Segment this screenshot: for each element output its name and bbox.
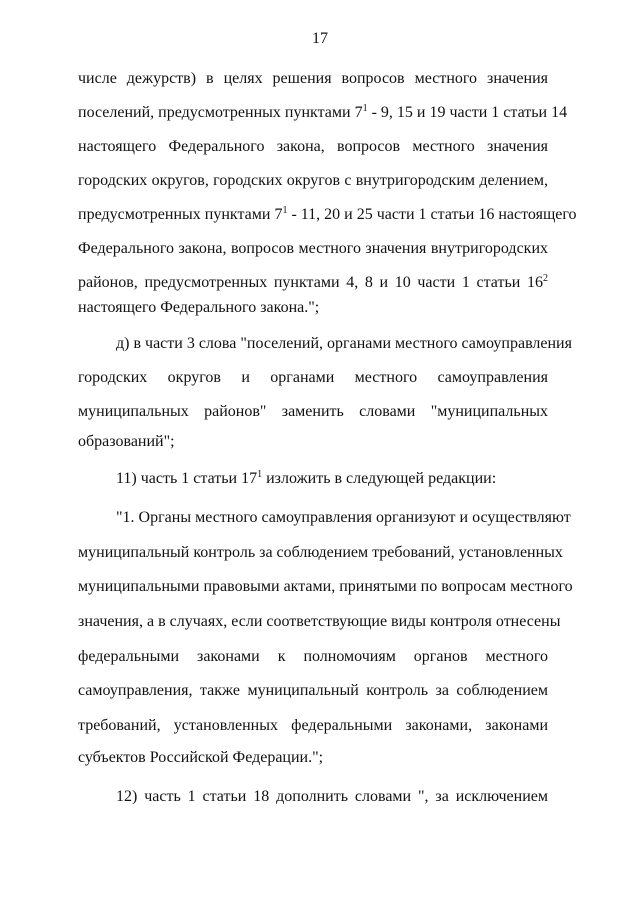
- text-line: образований";: [78, 433, 175, 450]
- text-line: поселений, предусмотренных пунктами $7^1 - 9$, 15 и 19 части 1 статьи 14: [78, 103, 568, 121]
- text-line: районов, предусмотренных пунктами 4, 8 и 10 части 1 статьи $16^2$: [78, 273, 548, 291]
- text-line: городских округов и органами местного самоуправления: [78, 369, 548, 386]
- text-line: настоящего Федерального закона.";: [78, 299, 320, 316]
- text-line: муниципальный контроль за соблюдением требований, установленных: [78, 544, 563, 561]
- text-line: муниципальных районов" заменить словами "муниципальных: [78, 403, 548, 420]
- text-line: предусмотренных пунктами $7^1 - 11$, 20 и 25 части 1 статьи 16 настоящего: [78, 205, 577, 223]
- text-line: самоуправления, также муниципальный контроль за соблюдением: [78, 682, 548, 699]
- text-line: 11) часть 1 статьи $17^1$ изложить в следующей редакции:: [116, 469, 497, 487]
- text-line: числе дежурств) в целях решения вопросов местного значения: [78, 70, 548, 87]
- text-line: федеральными законами к полномочиям органов местного: [78, 648, 548, 665]
- text-line: муниципальными правовыми актами, принятыми по вопросам местного: [78, 578, 573, 595]
- text-line: требований, установленных федеральными законами, законами: [78, 717, 548, 734]
- text-line: 12) часть 1 статьи 18 дополнить словами ", за исключением: [116, 788, 548, 805]
- text-line: городских округов, городских округов с внутригородским делением,: [78, 172, 548, 189]
- page-number: 17: [312, 30, 328, 47]
- text-line: Федерального закона, вопросов местного значения внутригородских: [78, 240, 548, 257]
- text-line: субъектов Российской Федерации.";: [78, 749, 324, 766]
- text-line: "1. Органы местного самоуправления организуют и осуществляют: [116, 509, 571, 526]
- text-line: д) в части 3 слова "поселений, органами местного самоуправления: [116, 335, 572, 352]
- text-line: значения, а в случаях, если соответствующие виды контроля отнесены: [78, 613, 561, 630]
- text-line: настоящего Федерального закона, вопросов местного значения: [78, 138, 548, 155]
